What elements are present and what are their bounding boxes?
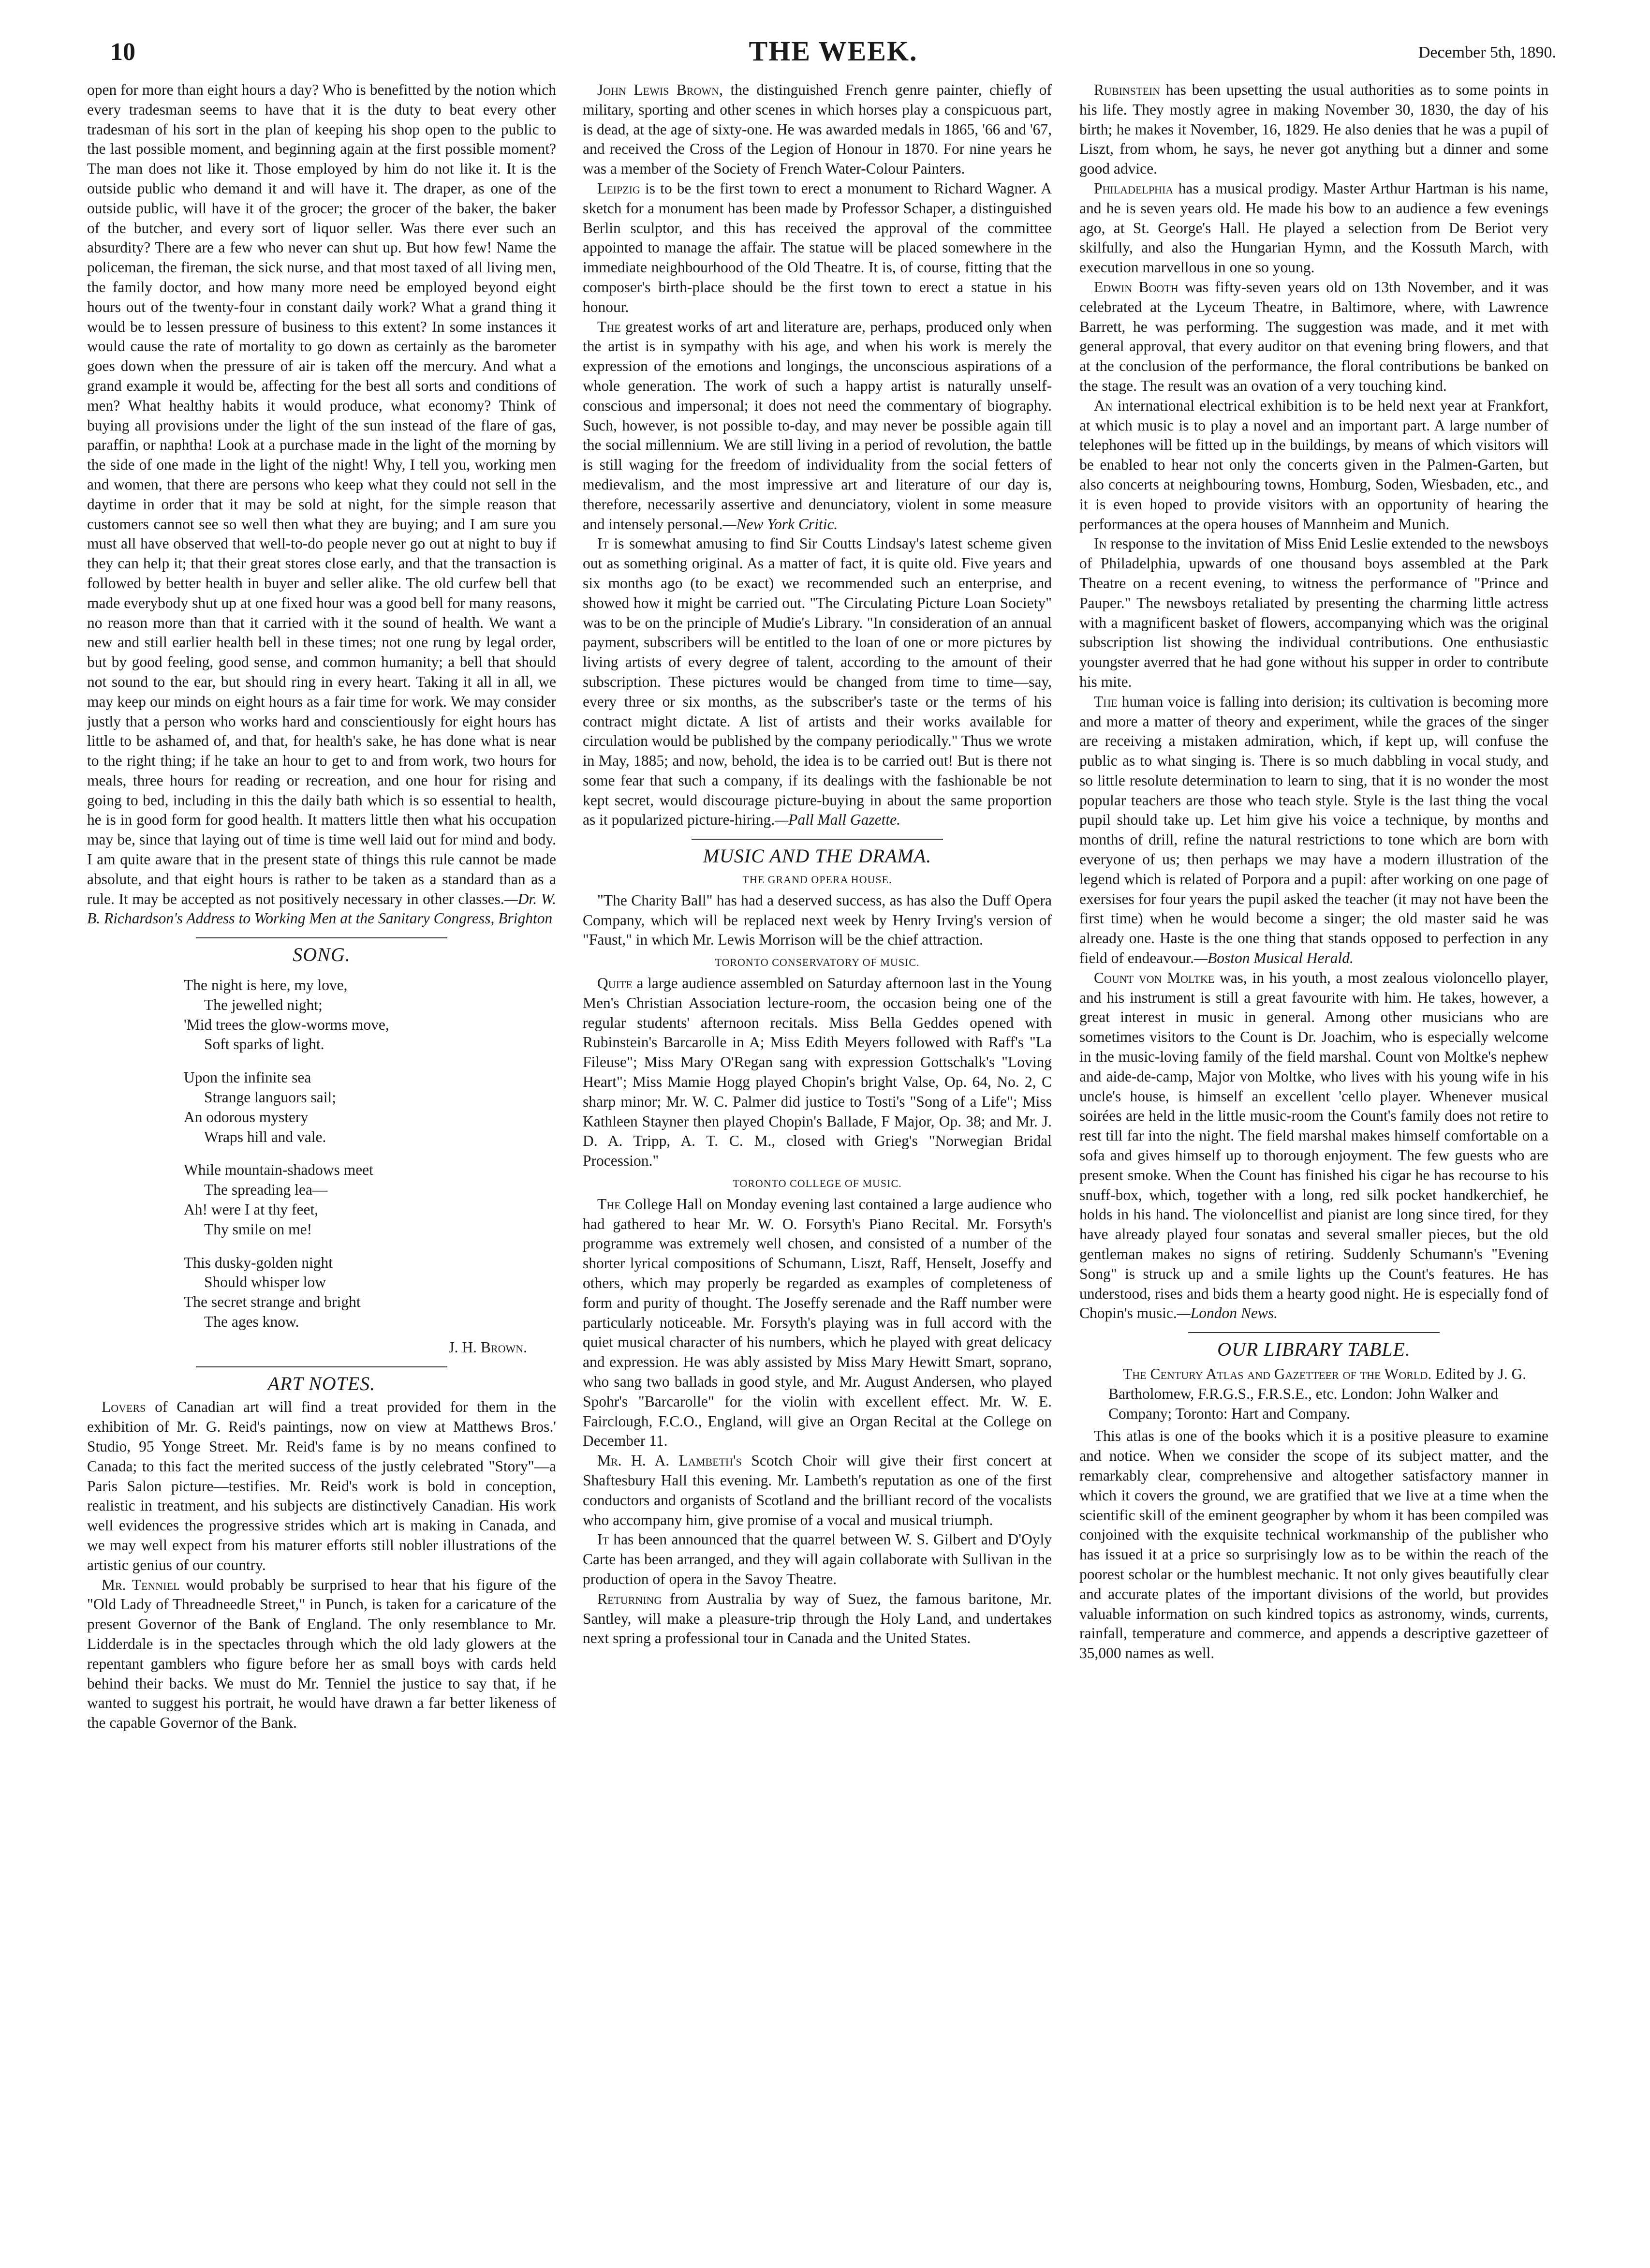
poem-line: This dusky-golden night [184,1254,333,1271]
poem-stanza [184,1068,556,1147]
paragraph-text: This atlas is one of the books which it is a positive pleasure to examine and notice. When we consider the scope of its subject matter, and the remarkably clear, comprehensive and altogether satisfactory manner in which it covers the ground, we are gratified that we live at a time when the scientific skill of the eminent geographer by whom it has been compiled was conjoined with the exquisite technical workmanship of the publisher who has issued it at a price so surprisingly low as to be within the reach of the poorest scholar or the humblest mechanic. It not only gives beautifully clear and accurate plates of the important divisions of the world, but provides valuable information on such kindred topics as astronomy, winds, currents, rainfall, temperature and commerce, and appends a descriptive gazetteer of 35,000 names as well. [1079,1427,1548,1662]
page-header [110,35,1556,73]
article-paragraph [583,891,1052,950]
paragraph-text: is somewhat amusing to find Sir Coutts Lindsay's latest scheme given out as something original. As a matter of fact, it is quite old. Five years and six months ago (to be exact) we recommended such an enterprise, and showed how it might be carried out. "The Circulating Picture Loan Society" was to be on the principle of Mudie's Library. "In consideration of an annual payment, subscribers will be entitled to the loan of one or more pictures by living artists of every degree of talent, according to the amount of their subscription. These pictures would be changed from time to time—say, every three or six months, as the subscriber's taste or the terms of his contract might dictate. A list of artists and their works available for circulation would be published by the company periodically." Thus we wrote in May, 1885; and now, behold, the idea is to be carried out! But is there not some fear that such a company, if its dealings with the fashionable be not kept secret, would discourage picture-buying in about the same proportion as it popularized picture-hiring. [583,535,1052,829]
article-paragraph [1079,968,1548,1323]
source-citation: —Pall Mall Gazette. [775,811,900,829]
poem-line: An odorous mystery [184,1108,309,1126]
book-entry [1079,1364,1548,1423]
section-heading-song: SONG. [196,937,447,965]
article-paragraph [1079,534,1548,692]
article-paragraph [583,1530,1052,1589]
poem-line: Upon the infinite sea [184,1069,311,1086]
article-paragraph [583,534,1052,830]
subheading: TORONTO CONSERVATORY OF MUSIC. [715,956,920,969]
issue-date: December 5th, 1890. [1418,44,1556,61]
paragraph-text: has been upsetting the usual authorities as to some points in his life. They mostly agree in making November 30, 1830, the day of his birth; he makes it November, 16, 1829. He also denies that he was a pupil of Liszt, from whom, he says, he never got anything but a dinner and some good advice. [1079,81,1548,178]
poem-author: J. H. Brown. [448,1338,527,1356]
paragraph-text: College Hall on Monday evening last contained a large audience who had gathered to hear Mr. W. O. Forsyth's Piano Recital. Mr. Forsyth's programme was extremely well chosen, and consisted of a number of the shorter lyrical compositions of Schumann, Liszt, Raff, Henselt, Joseffy and others, which may properly be regarded as examples of completeness of form and purity of thought. The Joseffy serenade and the Raff number were particularly noticeable. Mr. Forsyth's playing was in full accord with the quiet musical character of his numbers, which he played with great delicacy and expression. He was ably assisted by Miss Mary Hewitt Smart, soprano, who sang two ballads in good style, and Mr. August Andersen, who played Spohr's "Barcarolle" for the violin with excellent effect. Mr. W. E. Fairclough, F.C.O., England, will give an Organ Recital at the College on December 11. [583,1195,1052,1450]
lead-words: Philadelphia [1094,179,1174,197]
article-paragraph [583,974,1052,1171]
poem-line: Should whisper low [204,1274,326,1291]
lead-words: It [597,535,609,552]
article-paragraph [1079,80,1548,179]
subheading: THE GRAND OPERA HOUSE. [742,874,892,886]
lead-words: Rubinstein [1094,81,1161,98]
article-paragraph [1079,278,1548,396]
book-title: The Century Atlas and Gazetteer of the World. [1123,1365,1432,1382]
paragraph-text: international electrical exhibition is to be held next year at Frankfort, at which music is to play a novel and an important part. A large number of telephones will be fitted up in the buildings, by means of which visitors will be enabled to hear not only the concerts given in the Palmen-Garten, but also concerts at neighbouring towns, Homburg, Soden, Wiesbaden, etc., and it is even hoped to provide visitors with an opportunity of hearing the performances at the opera houses of Mannheim and Munich. [1079,397,1548,533]
lead-words: John Lewis Brown, [597,81,723,98]
column-left [87,80,556,2228]
lead-words: Returning [597,1590,662,1607]
paragraph-text: was fifty-seven years old on 13th November, and it was celebrated at the Lyceum Theatre, in Baltimore, where, with Lawrence Barrett, he was performing. The suggestion was made, and it met with general approval, that every auditor on that evening bring flowers, and that at the conclusion of the performance, the floral contributions be banked on the stage. The result was an ovation of a very touching kind. [1079,278,1548,394]
section-heading-art-notes: ART NOTES. [196,1366,447,1394]
lead-words: Edwin Booth [1094,278,1179,296]
lead-words: In [1094,535,1107,552]
lead-words: The [597,318,621,335]
book-publication-info: Edited by J. G. Bartholomew, F.R.G.S., F.R.S.E., etc. London: John Walker and Company; Toronto: Hart and Company. [1108,1365,1527,1422]
paragraph-text: human voice is falling into derision; its cultivation is becoming more and more a matter of theory and experiment, while the graces of the singer are receiving a mistaken admiration, which, if kept up, will confuse the public as to what singing is. There is so much dabbling in vocal study, and so little resolute determination to learn to sing, that it is no wonder the most popular teachers are those who teach style. Style is the last thing the vocal pupil should take up. Let him give his voice a technique, by months and months of drill, refine the natural restrictions to tone which are born with everyone of us; then perhaps we may have a modern illustration of the legend which is related of Porpora and a pupil: after working on one page of exersises for four years the pupil asked the teacher (it may not have been the first time) when he would become a singer; the old master said he was already one. Haste is the one thing that stands opposed to perfection in any field of endeavour. [1079,693,1548,967]
paragraph-text: "The Charity Ball" has had a deserved success, as has also the Duff Opera Company, which will be replaced next week by Henry Irving's version of "Faust," in which Mr. Lewis Morrison will be the chief attraction. [583,891,1052,949]
paragraph-text: from Australia by way of Suez, the famous baritone, Mr. Santley, will make a pleasure-trip through the Holy Land, and undertakes next spring a professional tour in Canada and the United States. [583,1590,1052,1647]
poem-line: The secret strange and bright [184,1293,361,1311]
poem-line: Thy smile on me! [204,1220,312,1238]
poem-line: The ages know. [204,1313,299,1331]
lead-words: An [1094,397,1113,414]
article-paragraph [1079,396,1548,534]
lead-words: The [1094,693,1118,710]
poem-line: The night is here, my love, [184,977,348,994]
paragraph-text: response to the invitation of Miss Enid Leslie extended to the newsboys of Philadelphia, upwards of one thousand boys assembled at the Park Theatre on a recent evening, to witness the performance of "Prince and Pauper." The newsboys retaliated by presenting the charming little actress with a magnificent basket of flowers, accompanying which was the original subscription list showing the individual contributions. One enthusiastic youngster averred that he had gone without his supper in order to contribute his mite. [1079,535,1548,690]
paragraph-text: was, in his youth, a most zealous violoncello player, and his instrument is still a great favourite with him. He takes, however, a great interest in music in general. Among other musicians who are sometimes visitors to the Count is Dr. Joachim, who is especially welcome in the music-loving family of the field marshal. Count von Moltke's nephew and aide-de-camp, Major von Moltke, who lives with his young wife in his uncle's house, is himself an excellent 'cello player. Whenever musical soirées are held in the little music-room the Count's family does not retire to rest till far into the night. The field marshal makes himself comfortable on a sofa and gives himself up to thorough enjoyment. The few guests who are present smoke. When the Count has finished his cigar he has recourse to his snuff-box, which, together with a long, red silk pocket handkerchief, he holds in his hand. The violoncellist and pianist are long since tired, for they have already played four sonatas and several smaller pieces, but the old gentleman makes no signs of retiring. Suddenly Schumann's "Evening Song" is struck up and a smile lights up the Count's features. He has understood, rises and bids them a hearty good night. He is especially fond of Chopin's music. [1079,969,1548,1322]
source-citation: —London News. [1177,1304,1278,1322]
article-paragraph [1079,179,1548,278]
article-paragraph [87,80,556,929]
poem-line: Wraps hill and vale. [204,1128,326,1145]
section-heading-library-table: OUR LIBRARY TABLE. [1188,1332,1440,1360]
lead-words: Leipzig [597,179,640,197]
poem-line: 'Mid trees the glow-worms move, [184,1016,389,1033]
source-citation: —Boston Musical Herald. [1194,949,1354,967]
paragraph-text: would probably be surprised to hear that his figure of the "Old Lady of Threadneedle Street," in Punch, is taken for a caricature of the present Governor of the Bank of England. The only resemblance to Mr. Lidderdale is in the spectacles through which the old lady glowers at the repentant gamblers who figure before her as small boys with cards held behind their backs. We must do Mr. Tenniel the justice to say that, if he wanted to suggest his portrait, he would have drawn a far better likeness of the capable Governor of the Bank. [87,1576,556,1732]
article-paragraph [583,179,1052,317]
paragraph-text: of Canadian art will find a treat provided for them in the exhibition of Mr. G. Reid's paintings, now on view at Matthews Bros.' Studio, 95 Yonge Street. Mr. Reid's fame is by no means confined to Canada; to this fact the merited success of the justly celebrated "Story"—a Paris Salon picture—testifies. Mr. Reid's work is bold in conception, realistic in treatment, and his subjects are distinctively Canadian. His work well evidences the progressive strides which art is making in Canada, and we may well expect from his maturer efforts still nobler illustrations of the artistic genius of our country. [87,1398,556,1573]
lead-words: Mr. Tenniel [102,1576,180,1593]
poem-line: Ah! were I at thy feet, [184,1201,319,1218]
paragraph-text: the distinguished French genre painter, chiefly of military, sporting and other scenes in which horses play a conspicuous part, is dead, at the age of sixty-one. He was awarded medals in 1865, '66 and '67, and received the Cross of the Legion of Honour in 1870. For nine years he was a member of the Society of French Water-Colour Painters. [583,81,1052,178]
poem-stanza [184,1253,556,1332]
poem-line: Soft sparks of light. [204,1036,324,1053]
paragraph-text: greatest works of art and literature are, perhaps, produced only when the artist is in sympathy with his age, and when his work is merely the expression of the emotions and longings, the unconscious aspirations of a whole generation. The work of such a happy artist is naturally unself-conscious and impersonal; it does not need the commentary of biography. Such, however, is not possible to-day, and may never be possible again till the social millennium. We are still living in a period of revolution, the battle is still waging for the freedom of individuality from the social fetters of medievalism, and the most impressive art and literature of our day is, therefore, necessarily assertive and denunciatory, violent in some measure and intensely personal. [583,318,1052,533]
paragraph-text: has a musical prodigy. Master Arthur Hartman is his name, and he is seven years old. He made his bow to an audience a few evenings ago, at St. George's Hall. He played a selection from De Beriot very skilfully, and also the Hungarian Hymn, and the Kossuth March, with execution marvellous in one so young. [1079,179,1548,276]
source-citation: —New York Critic. [722,515,838,533]
article-paragraph [583,1589,1052,1648]
page-number: 10 [110,38,135,66]
paragraph-text: is to be the first town to erect a monument to Richard Wagner. A sketch for a monument has been made by Professor Schaper, a distinguished Berlin sculptor, and this has received the approval of the committee appointed to manage the affair. The statue will be placed somewhere in the immediate neighbourhood of the Old Theatre. It is, of course, fitting that the composer's birth-place should be the first town to erect a statue in his honour. [583,179,1052,315]
article-paragraph [87,1575,556,1733]
article-paragraph [87,1397,556,1575]
lead-words: It [597,1531,609,1548]
source-citation: —Dr. W. B. Richardson's Address to Working Men at the Sanitary Congress, Brighton [87,890,556,927]
article-paragraph [583,80,1052,179]
article-paragraph [1079,692,1548,968]
section-heading-music-drama: MUSIC AND THE DRAMA. [692,839,943,866]
article-paragraph [583,317,1052,534]
column-middle [583,80,1052,2228]
poem-line: The jewelled night; [204,996,323,1013]
poem-line: Strange languors sail; [204,1089,336,1106]
lead-words: Mr. H. A. Lambeth's [597,1452,742,1469]
lead-words: Lovers [102,1398,146,1416]
paragraph-text: open for more than eight hours a day? Who is benefitted by the notion which every tradesman seems to have that it is the duty to beat every other tradesman of his sort in the plan of keeping his shop open to the public to the last possible moment, and beginning again at the first possible moment? The man does not like it. Those employed by him do not like it. It is the outside public who demand it and will have it. The draper, as one of the outside public, will have it of the grocer; the grocer of the baker, the baker of the butcher, and every sort of liquor seller. Was there ever such an absurdity? There are a few who never can shut up. But how few! Name the policeman, the fireman, the sick nurse, and that most taxed of all living men, the family doctor, and how many more need be employed beyond eight hours out of the twenty-four in constant daily work? What a grand thing it would be to lessen pressure of business to this extent? In some instances it would cause the rate of mortality to go down as certainly as the barometer goes down when the pressure of air is taken off the mercury. And what a grand example it would be, affecting for the best all sorts and conditions of men? What healthy habits it would produce, what economy? Think of buying all provisions under the light of the sun instead of the flare of gas, paraffin, or naphtha! Look at a purchase made in the light of the morning by the side of one made in the light of the night! Why, I tell you, working men and women, that there are persons who keep what they could not sell in the daytime in order that it may be sold at night, for the simple reason that customers cannot see so well then what they are buying; and I am sure you must all have observed that well-to-do people never go out at night to buy if they can help it; that their great stores close early, and that the transaction is followed by better health in buyer and seller alike. The old curfew bell that made everybody shut up at one fixed hour was a good bell for many reasons, no reason more than that it carried with it the sound of health. We want a new and still earlier health bell in these times; not one rung by legal order, but by good feeling, good sense, and common humanity; a bell that should not sound to the ear, but should ring in every heart. Taking it all in all, we may keep our minds on eight hours as a fair time for work. We may consider justly that a person who works hard and conscientiously for eight hours has little to be ashamed of, and that, for health's sake, he has done what is near to the right thing; if he take an hour to get to and from work, two hours for meals, three hours for reading or recreation, and one hour for rising and going to bed, including in this the daily bath which is so essential to health, he is in good form for good health. It matters little then what his occupation may be, since that laying out of time is time well laid out for mind and body. I am quite aware that in the present state of things this rule cannot be made absolute, and that eight hours is rather to be taken as a standard than as a rule. It may be accepted as not positively necessary in other classes. [87,81,556,907]
paragraph-text: a large audience assembled on Saturday afternoon last in the Young Men's Christian Association lecture-room, the occasion being one of the regular students' afternoon recitals. Miss Bella Geddes opened with Rubinstein's Barcarolle in A; Miss Edith Meyers followed with Raff's "La Fileuse"; Miss Mary O'Regan sang with expression Gottschalk's "Loving Heart"; Miss Mamie Hogg played Chopin's bright Valse, Op. 64, No. 2, C sharp minor; Mr. W. C. Palmer did justice to Tosti's "Song of a Life"; Miss Kathleen Stayner then played Chopin's Ballade, F Major, Op. 38; and Mr. J. D. A. Tripp, A. T. C. M., closed with Grieg's "Norwegian Bridal Procession." [583,975,1052,1170]
lead-words: Count von Moltke [1094,969,1215,986]
article-paragraph [1079,1426,1548,1663]
poem-line: The spreading lea— [204,1181,328,1199]
paragraph-text: Scotch Choir will give their first concert at Shaftesbury Hall this evening. Mr. Lambeth's reputation as one of the first conductors and organists of Scotland and the brilliant record of the vocalists who accompany him, give promise of a vocal and musical triumph. [583,1452,1052,1528]
publication-title: THE WEEK. [749,35,918,67]
lead-words: Quite [597,975,633,992]
poem-stanza [184,976,556,1054]
paragraph-text: has been announced that the quarrel between W. S. Gilbert and D'Oyly Carte has been arranged, and they will again collaborate with Sullivan in the production of opera in the Savoy Theatre. [583,1531,1052,1587]
lead-words: The [597,1195,621,1213]
column-right [1079,80,1548,2228]
article-paragraph [583,1195,1052,1451]
poem-line: While mountain-shadows meet [184,1161,373,1179]
subheading: TORONTO COLLEGE OF MUSIC. [733,1177,902,1190]
poem [184,976,556,1332]
poem-stanza [184,1160,556,1239]
article-paragraph [583,1451,1052,1530]
